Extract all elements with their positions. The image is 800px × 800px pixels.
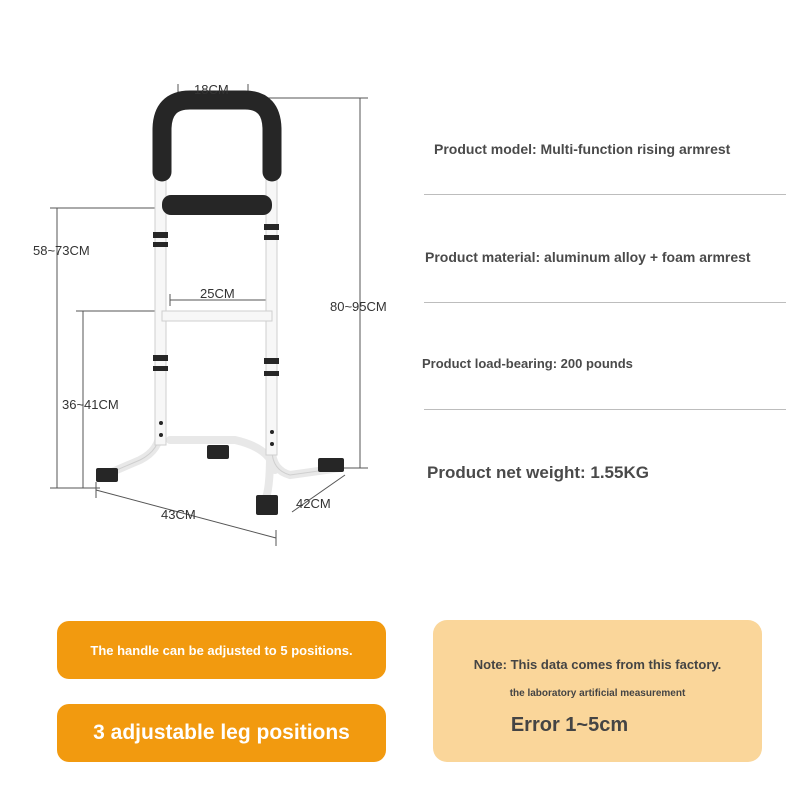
- adjustment-clips: [153, 224, 279, 446]
- measurement-note: [433, 620, 762, 762]
- note-line-1: Note: This data comes from this factory.: [473, 657, 722, 672]
- dim-leg-height: 36~41CM: [62, 397, 119, 412]
- foot-left: [96, 468, 118, 482]
- dim-handle-height: 58~73CM: [33, 243, 90, 258]
- foam-handle: [162, 100, 272, 172]
- leg-positions-badge: [57, 704, 386, 762]
- dim-base-depth: 42CM: [296, 496, 331, 511]
- spec-material: Product material: aluminum alloy + foam armrest: [425, 249, 751, 265]
- foot-back: [207, 445, 229, 459]
- divider: [424, 302, 786, 303]
- dim-total-height: 80~95CM: [330, 299, 387, 314]
- foot-right: [318, 458, 344, 472]
- spec-model: Product model: Multi-function rising armrest: [434, 141, 731, 157]
- spec-weight: Product net weight: 1.55KG: [427, 463, 649, 482]
- dim-handle-width: 18CM: [194, 82, 229, 97]
- note-line-3: Error 1~5cm: [510, 714, 629, 736]
- cross-bar: [162, 311, 272, 321]
- divider: [424, 194, 786, 195]
- foot-front: [256, 495, 278, 515]
- handle-positions-text: The handle can be adjusted to 5 positions.: [90, 642, 353, 658]
- spec-load: Product load-bearing: 200 pounds: [422, 356, 633, 371]
- leg-positions-text: 3 adjustable leg positions: [93, 721, 350, 744]
- foam-bar: [162, 195, 272, 215]
- divider: [424, 409, 786, 410]
- dim-base-width: 43CM: [161, 507, 196, 522]
- dim-inner-width: 25CM: [200, 286, 235, 301]
- handle-positions-badge: [57, 621, 386, 679]
- note-line-2: the laboratory artificial measurement: [509, 688, 686, 699]
